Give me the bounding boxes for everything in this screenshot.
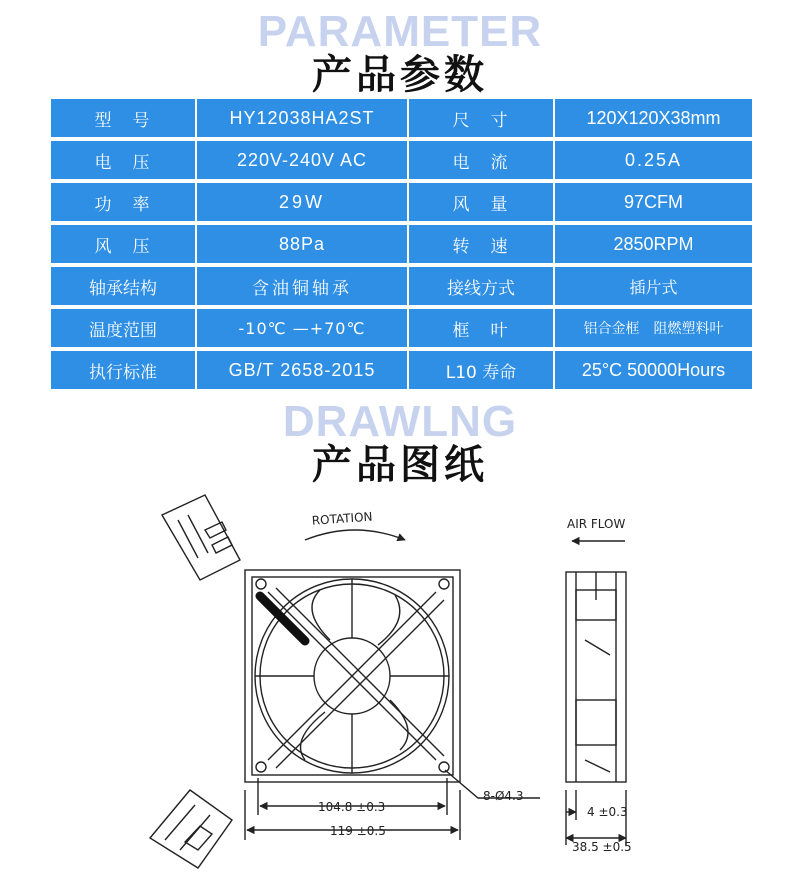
spec-key: 执行标准: [51, 351, 195, 389]
terminal-connector-bottom: [150, 790, 232, 868]
spec-row: [51, 225, 752, 263]
spec-row: [51, 99, 752, 137]
rotation-arrow: [305, 530, 405, 540]
terminal-connector-top: [162, 495, 240, 580]
dim-holes-label: 8-Ø4.3: [483, 789, 524, 803]
spec-value: 0.25A: [555, 141, 752, 179]
rotation-label: ROTATION: [311, 509, 373, 528]
dim-outer-label: 119 ±0.5: [330, 824, 386, 838]
spec-value: GB/T 2658-2015: [197, 351, 407, 389]
spec-row: [51, 309, 752, 347]
spec-value: 29W: [197, 183, 407, 221]
spec-key: 电 压: [51, 141, 195, 179]
fan-technical-drawing: [0, 490, 800, 879]
spec-value: 88Pa: [197, 225, 407, 263]
spec-key: 转 速: [409, 225, 553, 263]
drawing-heading: 产品图纸: [312, 442, 488, 488]
fan-front-view: [245, 570, 460, 782]
spec-value: 97CFM: [555, 183, 752, 221]
spec-key: 风 压: [51, 225, 195, 263]
spec-row: [51, 351, 752, 389]
parameter-heading: 产品参数: [312, 52, 488, 98]
dim-flange-label: 4 ±0.3: [587, 805, 628, 819]
spec-key: 框 叶: [409, 309, 553, 347]
drawing-watermark: DRAWLNG: [282, 397, 518, 446]
spec-key: 轴承结构: [51, 267, 195, 305]
spec-row: [51, 141, 752, 179]
spec-value: -10℃ —+70℃: [197, 309, 407, 347]
spec-key: 电 流: [409, 141, 553, 179]
spec-table: [51, 99, 752, 391]
spec-row: [51, 267, 752, 305]
spec-value: 220V-240V AC: [197, 141, 407, 179]
dim-depth-label: 38.5 ±0.5: [572, 840, 632, 854]
spec-row: [51, 183, 752, 221]
spec-value: HY12038HA2ST: [197, 99, 407, 137]
spec-key: L10 寿命: [409, 351, 553, 389]
spec-key: 温度范围: [51, 309, 195, 347]
spec-key: 型 号: [51, 99, 195, 137]
spec-value: 含油铜轴承: [197, 267, 407, 305]
spec-key: 尺 寸: [409, 99, 553, 137]
spec-value: 2850RPM: [555, 225, 752, 263]
spec-value: 铝合金框 阻燃塑料叶: [555, 309, 752, 347]
spec-value: 插片式: [555, 267, 752, 305]
spec-value: 120X120X38mm: [555, 99, 752, 137]
airflow-label: AIR FLOW: [567, 517, 626, 531]
parameter-watermark: PARAMETER: [257, 7, 543, 56]
spec-key: 接线方式: [409, 267, 553, 305]
fan-side-view: [566, 572, 626, 782]
spec-value: 25°C 50000Hours: [555, 351, 752, 389]
dim-inner-label: 104.8 ±0.3: [318, 800, 386, 814]
spec-key: 风 量: [409, 183, 553, 221]
spec-key: 功 率: [51, 183, 195, 221]
